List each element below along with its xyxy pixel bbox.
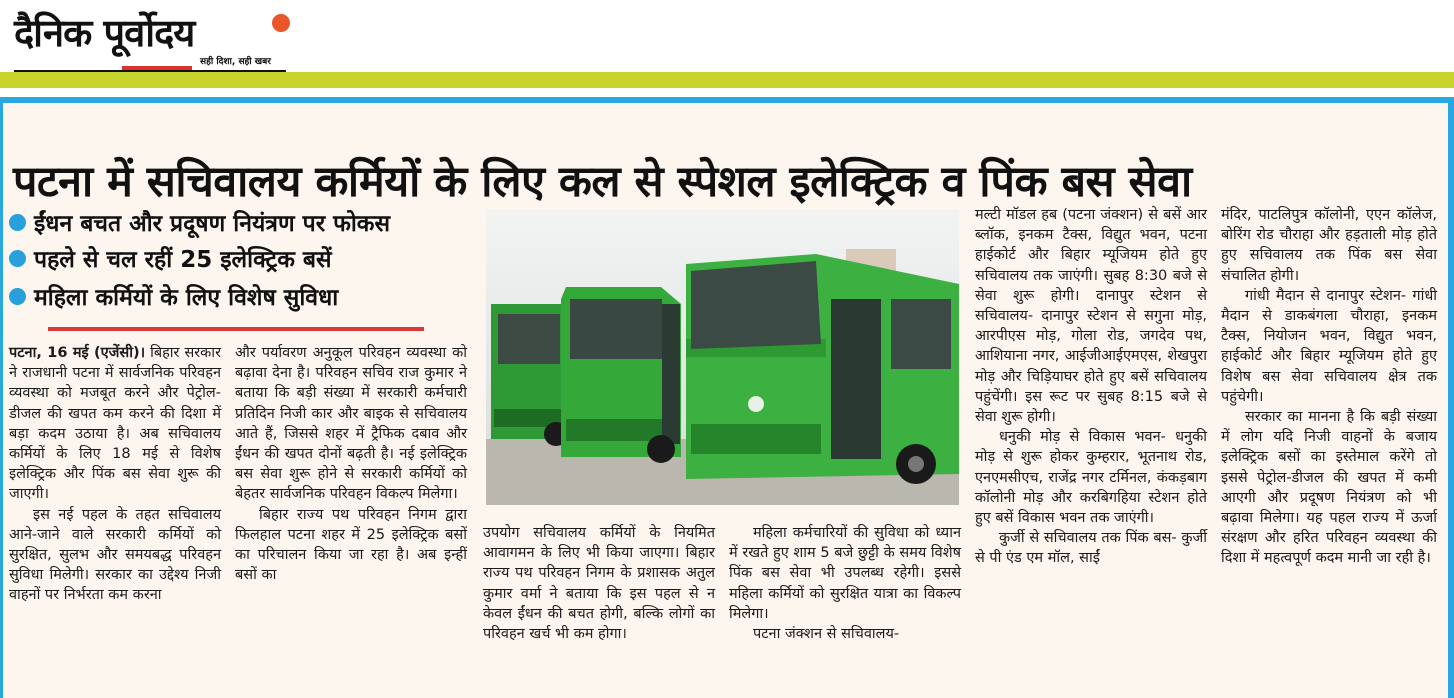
buses-illustration xyxy=(486,209,959,505)
article-headline: पटना में सचिवालय कर्मियों के लिए कल से स्पेशल इलेक्ट्रिक व पिंक बस सेवा xyxy=(13,156,1192,207)
newspaper-tagline: सही दिशा, सही खबर xyxy=(200,57,271,67)
news-clipping xyxy=(0,97,1454,698)
article-column-4 xyxy=(729,523,961,644)
article-paragraph: बिहार सरकार ने राजधानी पटना में सार्वजनिक परिवहन व्यवस्था को मजबूत करने और पेट्रोल-डीजल की खपत कम करने की दिशा में बड़ा कदम उठाया है। अब सचिवालय कर्मियों के लिए 18 मई से विशेष इलेक्ट्रिक और पिंक बस सेवा शुरू की जाएगी। xyxy=(9,345,221,503)
header-divider-bar xyxy=(0,72,1454,88)
electric-buses-photo xyxy=(486,209,959,505)
article-column-3 xyxy=(483,523,715,644)
article-paragraph: पटना जंक्शन से सचिवालय- xyxy=(753,626,900,643)
article-paragraph: और पर्यावरण अनुकूल परिवहन व्यवस्था को बढ़ावा देना है। परिवहन सचिव राज कुमार ने बताया कि बड़ी संख्या में सरकारी कर्मचारी प्रतिदिन निजी कार और बाइक से सचिवालय आते हैं, जिससे शहर में ट्रैफिक दबाव और ईंधन की खपत दोनों बढ़ती है। नई इलेक्ट्रिक बस सेवा शुरू होने से सरकारी कर्मियों को बेहतर सार्वजनिक परिवहन विकल्प मिलेगा। xyxy=(235,345,467,503)
bullet-text: महिला कर्मियों के लिए विशेष सुविधा xyxy=(34,285,339,311)
article-paragraph: मल्टी मॉडल हब (पटना जंक्शन) से बसें आर ब्लॉक, इनकम टैक्स, विद्युत भवन, पटना हाईकोर्ट और बिहार म्यूजियम होते हुए सचिवालय तक जाएंगी। सुबह 8:30 बजे से सेवा शुरू होगी। दानापुर स्टेशन से सचिवालय- दानापुर स्टेशन से सगुना मोड़, आरपीएस मोड़, गोला रोड, जगदेव पथ, आशियाना नगर, आईजीआईएमएस, शेखपुरा मोड़ और चिड़ियाघर होते हुए बसें सचिवालय पहुंचेंगी। इस रूट पर सुबह 8:15 बजे से सेवा शुरू होगी। xyxy=(975,207,1207,426)
logo-dot-icon xyxy=(272,14,290,32)
highlight-bullet xyxy=(9,209,390,239)
article-paragraph: सरकार का मानना है कि बड़ी संख्या में लोग यदि निजी वाहनों के बजाय इलेक्ट्रिक बसों का इस्तेमाल करेंगे तो इससे पेट्रोल-डीजल की खपत में कमी आएगी और प्रदूषण नियंत्रण को भी बढ़ावा मिलेगा। यह पहल राज्य में ऊर्जा संरक्षण और हरित परिवहन व्यवस्था की दिशा में महत्वपूर्ण कदम मानी जा रही है। xyxy=(1221,409,1437,567)
highlights-divider xyxy=(48,327,424,331)
article-paragraph: कुर्जी से सचिवालय तक पिंक बस- कुर्जी से पी एंड एम मॉल, साईं xyxy=(975,530,1207,567)
article-paragraph: महिला कर्मचारियों की सुविधा को ध्यान में रखते हुए शाम 5 बजे छुट्टी के समय विशेष पिंक बस सेवा भी उपलब्ध रहेगी। इससे महिला कर्मियों को सुरक्षित यात्रा का विकल्प मिलेगा। xyxy=(729,525,961,622)
bullet-dot-icon xyxy=(9,288,26,305)
highlight-bullet xyxy=(9,283,338,313)
article-paragraph: धनुकी मोड़ से विकास भवन- धनुकी मोड़ से शुरू होकर कुम्हरार, भूतनाथ रोड, एनएमसीएच, राजेंद्र नगर टर्मिनल, कंकड़बाग कॉलोनी मोड़ और करबिगहिया स्टेशन होते हुए बसें विकास भवन तक जाएंगी। xyxy=(975,429,1207,527)
article-column-1 xyxy=(9,343,221,606)
article-column-5 xyxy=(975,205,1207,569)
article-paragraph: इस नई पहल के तहत सचिवालय आने-जाने वाले सरकारी कर्मियों को सुरक्षित, सुलभ और समयबद्ध परिवहन सुविधा मिलेगी। सरकार का उद्देश्य निजी वाहनों पर निर्भरता कम करना xyxy=(9,506,221,604)
bullet-dot-icon xyxy=(9,250,26,267)
article-column-2 xyxy=(235,343,467,585)
article-paragraph: उपयोग सचिवालय कर्मियों के नियमित आवागमन के लिए भी किया जाएगा। बिहार राज्य पथ परिवहन निगम के प्रशासक अतुल कुमार वर्मा ने बताया कि इस पहल से न केवल ईंधन की बचत होगी, बल्कि लोगों का परिवहन खर्च भी कम होगा। xyxy=(483,525,715,643)
article-column-6 xyxy=(1221,205,1437,569)
article-paragraph: बिहार राज्य पथ परिवहन निगम द्वारा फिलहाल पटना शहर में 25 इलेक्ट्रिक बसों का परिचालन किया जा रहा है। अब इन्हीं बसों का xyxy=(235,506,467,584)
article-paragraph: गांधी मैदान से दानापुर स्टेशन- गांधी मैदान से डाकबंगला चौराहा, इनकम टैक्स, नियोजन भवन, विद्युत भवन, हाईकोर्ट और बिहार म्यूजियम होते हुए विशेष बस सेवा सचिवालय क्षेत्र तक पहुंचेगी। xyxy=(1221,287,1437,405)
masthead xyxy=(0,0,1454,72)
article-dateline: पटना, 16 मई (एजेंसी)। xyxy=(9,345,146,361)
newspaper-logo[interactable] xyxy=(14,6,289,70)
highlight-bullet xyxy=(9,245,332,275)
bullet-dot-icon xyxy=(9,214,26,231)
bullet-text: ईंधन बचत और प्रदूषण नियंत्रण पर फोकस xyxy=(34,211,391,237)
bullet-text: पहले से चल रहीं 25 इलेक्ट्रिक बसें xyxy=(34,247,332,273)
newspaper-name: दैनिक पूर्वोदय xyxy=(14,11,195,55)
article-paragraph: मंदिर, पाटलिपुत्र कॉलोनी, एएन कॉलेज, बोरिंग रोड चौराहा और हड़ताली मोड़ होते हुए सचिवालय तक पिंक बस सेवा संचालित होगी। xyxy=(1221,207,1437,284)
